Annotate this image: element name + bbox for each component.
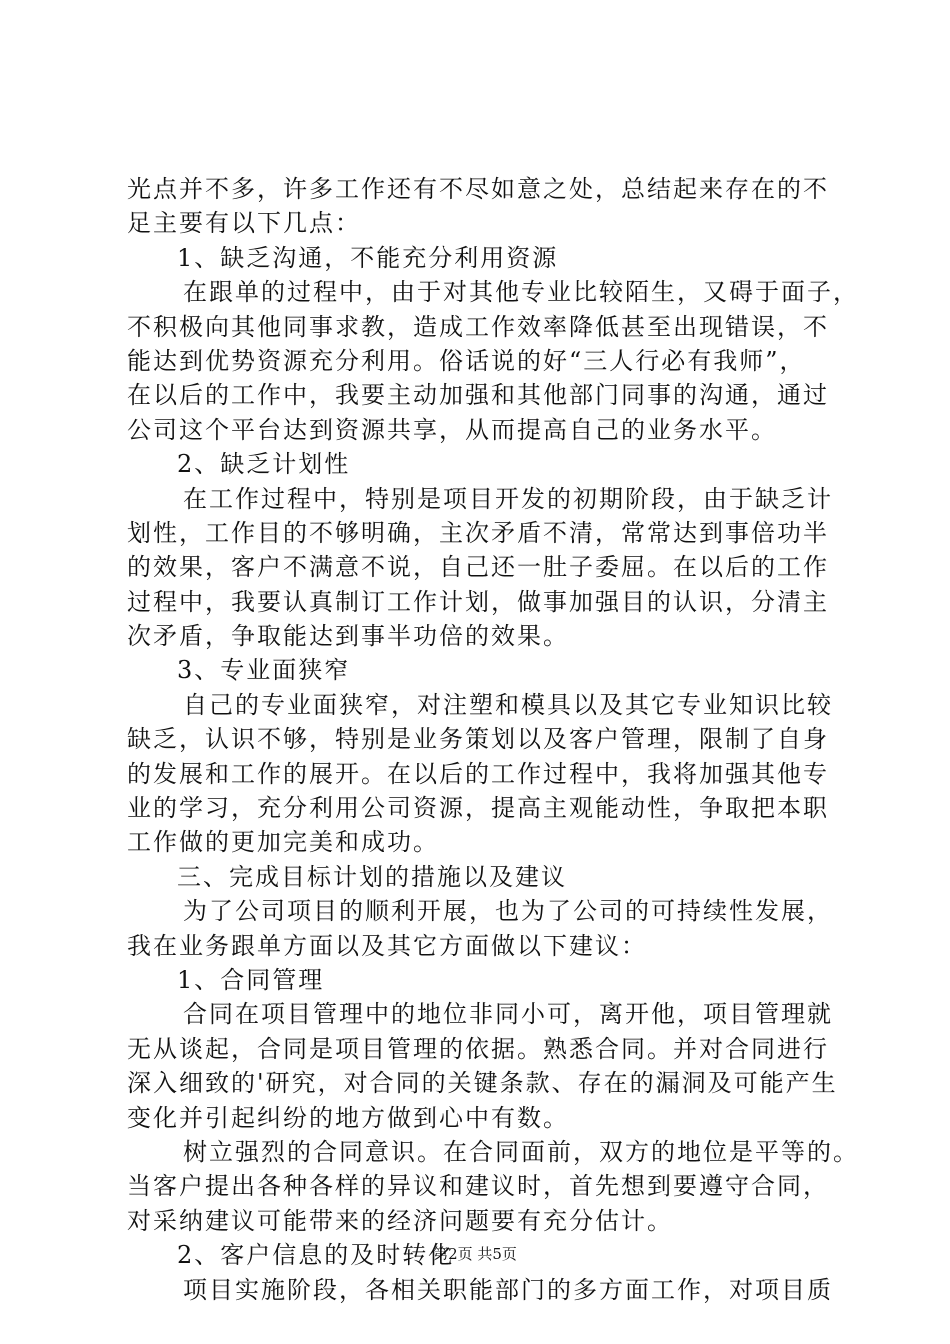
page-footer: 第2页 共5页 [433,1245,517,1263]
text-line: 2、客户信息的及时转化 [177,1241,455,1270]
text-line: 1、缺乏沟通，不能充分利用资源 [177,243,559,272]
text-line: 业的学习，充分利用公司资源，提高主观能动性，争取把本职 [127,794,829,823]
text-line: 变化并引起纠纷的地方做到心中有数。 [127,1103,569,1132]
text-line: 足主要有以下几点： [127,209,361,238]
text-line: 深入细致的'研究，对合同的关键条款、存在的漏洞及可能产生 [127,1069,838,1098]
text-line: 工作做的更加完美和成功。 [127,828,439,857]
text-line: 光点并不多，许多工作还有不尽如意之处，总结起来存在的不 [127,175,829,203]
text-line: 不积极向其他同事求教，造成工作效率降低甚至出现错误，不 [127,312,829,341]
text-line: 树立强烈的合同意识。在合同面前，双方的地位是平等的。 [183,1137,859,1166]
text-line: 在跟单的过程中，由于对其他专业比较陌生，又碍于面子， [183,278,859,307]
text-line: 对采纳建议可能带来的经济问题要有充分估计。 [127,1206,673,1235]
text-line: 次矛盾，争取能达到事半功倍的效果。 [127,622,569,651]
text-line: 为了公司项目的顺利开展，也为了公司的可持续性发展， [183,897,833,926]
text-line: 的发展和工作的展开。在以后的工作过程中，我将加强其他专 [127,759,829,788]
text-line: 3、专业面狭窄 [177,656,351,685]
text-line: 自己的专业面狭窄，对注塑和模具以及其它专业知识比较 [183,690,833,719]
text-line: 公司这个平台达到资源共享，从而提高自己的业务水平。 [127,415,777,444]
text-line: 缺乏，认识不够，特别是业务策划以及客户管理，限制了自身 [127,725,829,754]
text-line: 过程中，我要认真制订工作计划，做事加强目的认识，分清主 [127,587,829,616]
text-line: 合同在项目管理中的地位非同小可，离开他，项目管理就 [183,1000,833,1029]
text-line: 项目实施阶段，各相关职能部门的多方面工作，对项目质 [183,1275,833,1304]
text-line: 1、合同管理 [177,965,325,994]
text-line: 我在业务跟单方面以及其它方面做以下建议： [127,931,647,960]
text-line: 当客户提出各种各样的异议和建议时，首先想到要遵守合同， [127,1172,829,1201]
text-line: 的效果，客户不满意不说，自己还一肚子委屈。在以后的工作 [127,553,829,582]
document-body [127,172,867,1307]
text-line: 2、缺乏计划性 [177,450,351,479]
text-line: 无从谈起，合同是项目管理的依据。熟悉合同。并对合同进行 [127,1034,829,1063]
text-line: 划性，工作目的不够明确，主次矛盾不清，常常达到事倍功半 [127,518,829,547]
text-line: 在工作过程中，特别是项目开发的初期阶段，由于缺乏计 [183,484,833,513]
text-line: 能达到优势资源充分利用。俗话说的好“三人行必有我师”， [127,346,806,375]
text-line: 在以后的工作中，我要主动加强和其他部门同事的沟通，通过 [127,381,829,410]
text-line: 三、完成目标计划的措施以及建议 [177,862,567,891]
